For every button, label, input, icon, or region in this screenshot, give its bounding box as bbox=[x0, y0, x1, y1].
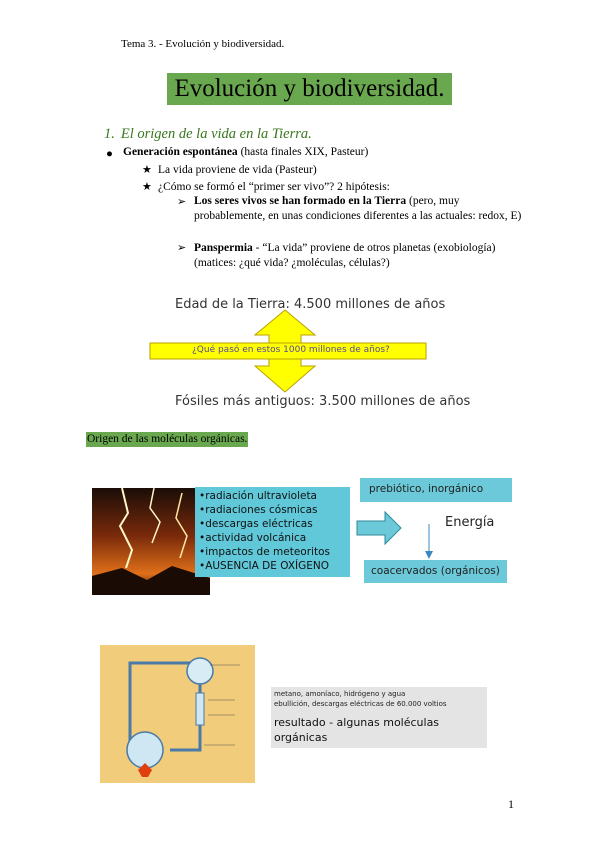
arrow-bullet-icon: ➢ bbox=[177, 242, 187, 254]
prebiotic-label: prebiótico, inorgánico bbox=[369, 483, 484, 495]
hypothesis-1-bold: Los seres vivos se han formado en la Tierra bbox=[194, 195, 407, 207]
section-1-title: El origen de la vida en la Tierra. bbox=[120, 126, 312, 142]
experiment-gases: metano, amoníaco, hidrógeno y agua bbox=[274, 690, 406, 698]
section-2-highlight bbox=[86, 432, 248, 447]
cause-item: •AUSENCIA DE OXÍGENO bbox=[199, 560, 329, 572]
page-title: Evolución y biodiversidad. bbox=[174, 75, 445, 102]
page-header: Tema 3. - Evolución y biodiversidad. bbox=[121, 38, 285, 50]
star-icon: ★ bbox=[142, 164, 152, 176]
cause-item: •radiación ultravioleta bbox=[199, 490, 317, 502]
fossils-label: Fósiles más antiguos: 3.500 millones de años bbox=[175, 394, 471, 409]
bullet-rest: (hasta finales XIX, Pasteur) bbox=[237, 146, 369, 158]
right-arrow-icon bbox=[355, 508, 405, 548]
page-number: 1 bbox=[508, 797, 514, 811]
lightning-volcano-image bbox=[92, 488, 210, 595]
coacervates-label: coacervados (orgánicos) bbox=[371, 565, 500, 577]
miller-experiment-image bbox=[100, 645, 255, 783]
cause-item: •radiaciones cósmicas bbox=[199, 504, 318, 516]
section-1-number: 1. bbox=[104, 126, 115, 142]
experiment-result-cont: orgánicas bbox=[274, 731, 328, 744]
arrow-bullet-icon: ➢ bbox=[177, 196, 187, 208]
experiment-result: resultado - algunas moléculas bbox=[274, 716, 440, 729]
cause-item: •descargas eléctricas bbox=[199, 518, 313, 530]
section-2-heading: Origen de las moléculas orgánicas. bbox=[87, 433, 248, 445]
cause-item: •actividad volcánica bbox=[199, 532, 307, 544]
bullet-bold: Generación espontánea bbox=[123, 146, 238, 158]
earth-age-label: Edad de la Tierra: 4.500 millones de años bbox=[175, 297, 446, 312]
bullet-dot-icon: ● bbox=[106, 148, 113, 160]
star-icon: ★ bbox=[142, 181, 152, 193]
energy-label: Energía bbox=[445, 515, 495, 530]
hypothesis-1-rest: (pero, muy probablemente, en unas condiciones diferentes a las actuales: redox, E) bbox=[194, 195, 522, 222]
timeline-question: ¿Qué pasó en estos 1000 millones de años? bbox=[192, 345, 390, 355]
star-item-first-living-being: ¿Cómo se formó el “primer ser vivo”? 2 hipótesis: bbox=[158, 181, 390, 193]
hypothesis-2-bold: Panspermia bbox=[194, 242, 253, 254]
experiment-conditions: ebullición, descargas eléctricas de 60.000 voltios bbox=[274, 700, 447, 708]
hypothesis-2-rest: - “La vida” proviene de otros planetas (exobiología) (matices: ¿qué vida? ¿moléculas, células?) bbox=[194, 242, 496, 269]
down-arrow-icon bbox=[423, 524, 435, 560]
cause-item: •impactos de meteoritos bbox=[199, 546, 330, 558]
star-item-life-from-life: La vida proviene de vida (Pasteur) bbox=[158, 164, 317, 176]
